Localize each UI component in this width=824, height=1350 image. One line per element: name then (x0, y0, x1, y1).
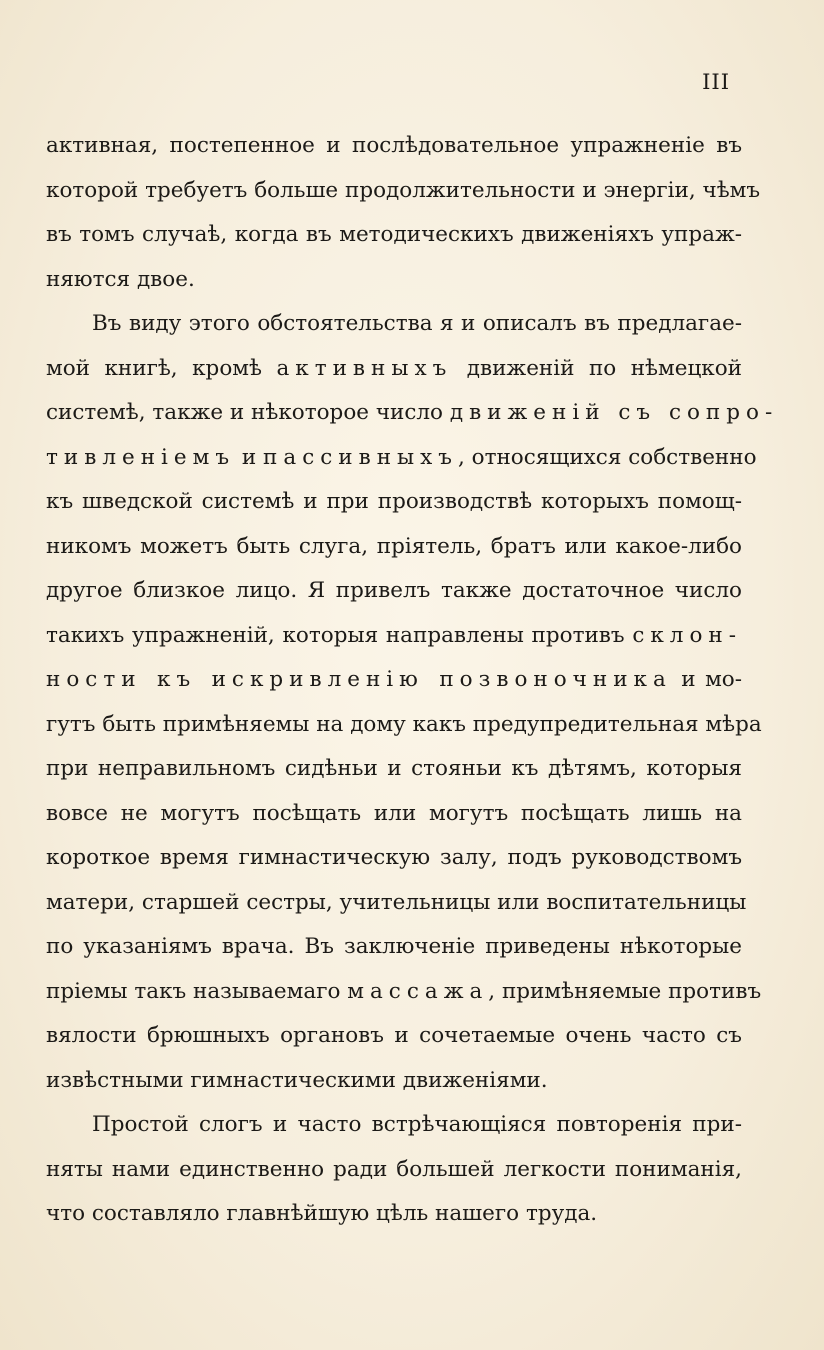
text-line (46, 347, 742, 392)
text-segment: гутъ быть примѣняемы на дому какъ предупредительная мѣра (46, 711, 762, 737)
spaced-emphasis-text: тивленіемъ (46, 444, 236, 470)
text-line (46, 747, 742, 792)
text-line (46, 436, 757, 481)
text-line (46, 1014, 742, 1059)
text-line (46, 1148, 742, 1193)
text-segment: няты нами единственно ради большей легкости пониманія, (46, 1156, 742, 1182)
text-segment: активная, постепенное и послѣдовательное упражненіе въ (46, 133, 742, 158)
text-line (46, 881, 747, 926)
text-segment: которой требуетъ больше продолжительности и энергіи, чѣмъ (46, 177, 761, 203)
text-line (46, 302, 742, 347)
text-segment: няются двое. (46, 266, 195, 292)
paragraph (46, 124, 761, 302)
text-line (46, 258, 742, 303)
text-line (46, 614, 742, 659)
text-line (46, 970, 762, 1015)
text-segment: вялости брюшныхъ органовъ и сочетаемые очень часто съ (46, 1023, 742, 1048)
text-segment: въ томъ случаѣ, когда въ методическихъ движеніяхъ упраж- (46, 222, 742, 247)
text-line (46, 213, 742, 258)
text-line (46, 169, 761, 214)
text-segment: извѣстными гимнастическими движеніями. (46, 1067, 548, 1093)
text-segment: по указаніямъ врача. Въ заключеніе приведены нѣкоторые (46, 934, 742, 959)
text-segment: пріемы такъ называемаго (46, 978, 348, 1004)
text-line (46, 569, 742, 614)
text-segment: къ шведской системѣ и при производствѣ которыхъ помощ- (46, 489, 742, 514)
text-segment: , примѣняемые противъ (488, 978, 762, 1004)
text-line (46, 1059, 742, 1104)
spaced-emphasis-text: движеній съ сопро- (449, 400, 779, 425)
text-segment: Простой слогъ и часто встрѣчающіяся повторенія при- (92, 1112, 742, 1137)
text-segment: системѣ, также и нѣкоторое число (46, 400, 450, 425)
text-line (46, 480, 742, 525)
text-segment: другое близкое лицо. Я привелъ также достаточное число (46, 578, 742, 603)
text-segment: что составляло главнѣйшую цѣль нашего труда. (46, 1201, 598, 1226)
text-segment: вовсе не могутъ посѣщать или могутъ посѣщать лишь на (46, 800, 742, 826)
text-segment: матери, старшей сестры, учительницы или воспитательницы (46, 889, 747, 915)
text-line (46, 658, 742, 703)
text-segment: и мо- (671, 667, 742, 692)
text-line (46, 925, 742, 970)
spaced-emphasis-text: склон- (632, 622, 742, 648)
text-line (46, 525, 742, 570)
text-segment: никомъ можетъ быть слуга, пріятель, братъ или какое-либо (46, 533, 742, 559)
spaced-emphasis-text: активныхъ (276, 355, 453, 381)
text-segment: , относящихся собственно (457, 444, 757, 470)
text-line (46, 391, 779, 436)
text-line (46, 703, 762, 748)
text-segment: и (235, 444, 264, 470)
text-segment: Въ виду этого обстоятельства я и описалъ въ предлагае- (92, 311, 742, 336)
text-line (46, 792, 742, 837)
page-number: III (702, 70, 730, 94)
spaced-emphasis-text: массажа (347, 978, 489, 1004)
text-segment: короткое время гимнастическую залу, подъ руководствомъ (46, 845, 742, 870)
text-body (46, 124, 779, 1237)
text-segment: такихъ упражненій, которыя направлены противъ (46, 622, 633, 648)
text-segment: при неправильномъ сидѣньи и стояньи къ дѣтямъ, которыя (46, 756, 742, 781)
text-line (46, 1103, 742, 1148)
paragraph (46, 1103, 742, 1237)
text-segment: мой книгѣ, кромѣ (46, 355, 277, 381)
spaced-emphasis-text: ности къ искривленію позвоночника (46, 667, 672, 692)
spaced-emphasis-text: пассивныхъ (263, 444, 458, 470)
text-line (46, 124, 742, 169)
text-line (46, 836, 742, 881)
text-segment: движеній по нѣмецкой (452, 355, 742, 381)
text-line (46, 1192, 742, 1237)
paragraph (46, 302, 779, 1103)
